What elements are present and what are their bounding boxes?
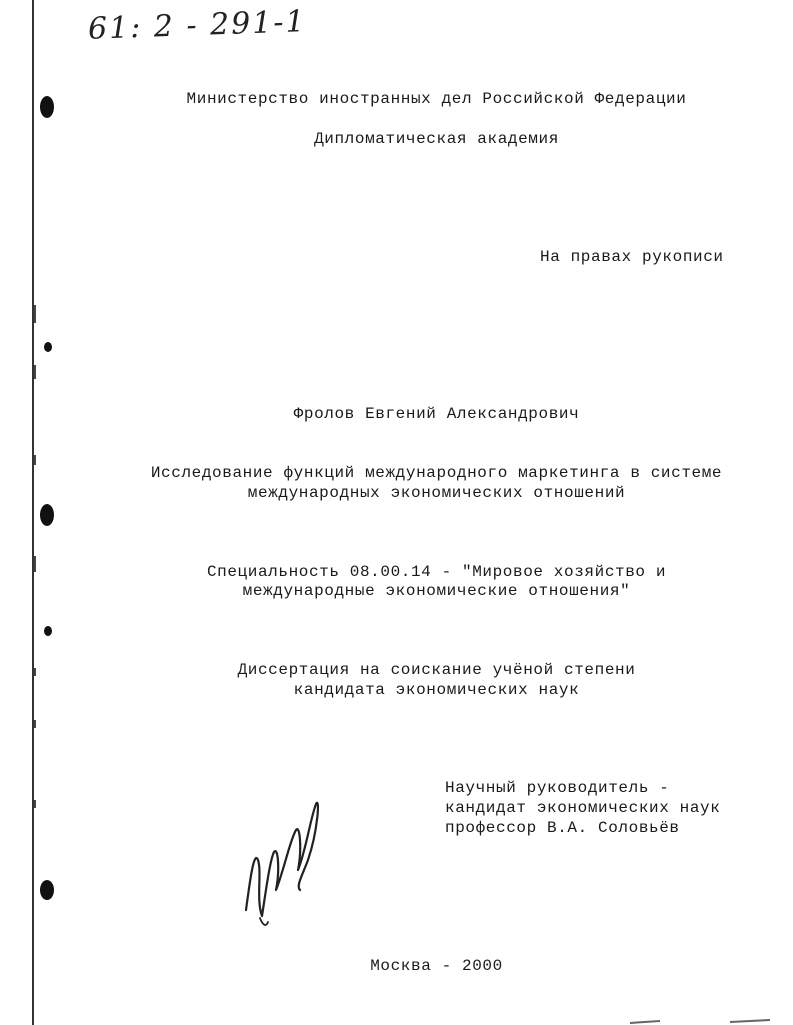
degree-line-2: кандидата экономических наук — [293, 681, 580, 699]
binding-hole-mark — [44, 342, 52, 352]
supervisor-line-2: кандидат экономических наук — [445, 799, 721, 817]
thesis-title-line-1: Исследование функций международного маркетинга в системе — [150, 464, 723, 482]
binding-hole-mark — [44, 626, 52, 636]
author-name: Фролов Евгений Александрович — [293, 405, 580, 423]
margin-tick — [34, 720, 36, 728]
footer-city-year: Москва - 2000 — [370, 957, 503, 975]
margin-tick — [34, 305, 36, 323]
thesis-title-line-2: международных экономических отношений — [247, 484, 626, 502]
supervisor-line-3: профессор В.А. Соловьёв — [445, 819, 680, 837]
rights-note: На правах рукописи — [540, 248, 724, 266]
specialty-line-2: международные экономические отношения" — [242, 582, 631, 600]
scan-edge-marks — [620, 1015, 780, 1025]
handwritten-signature — [236, 790, 336, 930]
margin-tick — [34, 556, 36, 572]
margin-rule — [32, 0, 34, 1025]
degree-line-1: Диссертация на соискание учёной степени — [237, 661, 636, 679]
handwritten-registry-stamp: 61: 2 - 291-1 — [87, 4, 308, 47]
specialty-line-1: Специальность 08.00.14 - "Мировое хозяйство и — [206, 563, 667, 581]
margin-tick — [34, 668, 36, 676]
ministry-name: Министерство иностранных дел Российской Федерации — [186, 90, 687, 108]
binding-hole-mark — [40, 880, 54, 900]
academy-name: Дипломатическая академия — [314, 130, 559, 148]
binding-hole-mark — [40, 504, 54, 526]
margin-tick — [34, 800, 36, 808]
supervisor-line-1: Научный руководитель - — [445, 779, 670, 797]
margin-tick — [34, 455, 36, 465]
margin-tick — [34, 365, 36, 379]
